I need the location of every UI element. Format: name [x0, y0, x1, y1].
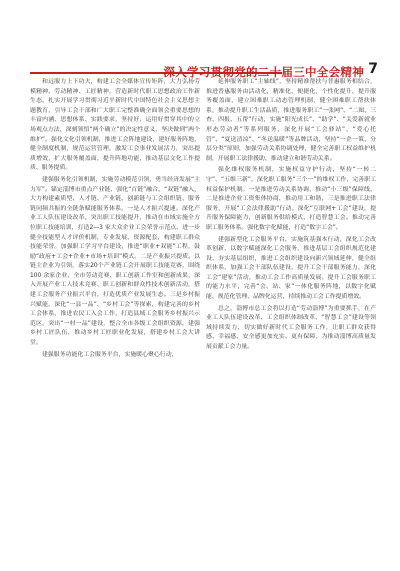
paragraph: 延伸服务职工“主轴线”，坚持精准帮扶与普惠服务相结合，推进普惠服务由活动化，精准化、便捷化，个性化提升，提升服务覆盖面，建立困难职工动态管理机制，健全困难职工帮扶体系，推动提升职工生活品质，推进服务职工“一张网”、“二图、三查、四报、五帮”行动，实施“阳光成长”、“助学”、“关爱新就业形态劳动者”等系列服务，深化开展“工会驿站”、“爱心托管”、“夏送清凉”、“冬送温暖”等品牌活动，坚持“一企一策、分层分类”原则，加强劳动关系协调处理，健全完善职工权益维护机制，开展职工法律援助，推动建立和谐劳动关系。 [206, 79, 376, 162]
paragraph: 建强新型化工会服务平台，实施筑基强本行动，深化工会改革创新，以数字赋能深化工会服务，推进基层工会组织规范化建设，夯实基层组织，推进工会组织建设向新兴领域延伸，健全组织体系，加强工会干部队伍建设，提升工会干部服务能力，深化工会“建家”活动，推动工会工作高质量发展。提升工会服务职工的能力水平，完善“会、站、家”一体化服务阵地，以数字化赋能、规范化管理、品牌化运营，持续推动工会工作提质增效。 [206, 236, 376, 301]
paragraph: 建强服务功能化工会服务平台，实施暖心聚心行动， [42, 351, 178, 358]
right-column [206, 78, 376, 353]
paragraph: 总之，淄博市总工会将以打造“劳动淄博”为重要抓手，在产业工人队伍建设改革、工会组织体制改革、“智慧工会”建设等领域持续发力，切实做好新时代工会服务工作，让职工群众获得感、幸福感、安全感更加充实、更有保障，为推动淄博高质量发展贡献工会力量。 [206, 305, 376, 351]
paragraph: 和远服力上下功夫，构建工会全媒体宣传矩阵，大力弘扬劳模精神、劳动精神、工匠精神，营造新时代职工思想政治工作新生态。扎实开展学习贯彻习近平新时代中国特色社会主义思想主题教育，引导工会干部和广大职工完整准确全面领会重要思想的丰富内涵、思想体系、实践要求，坚持好、运用好贯穿其中的立场观点方法，深刻领悟“两个确立”的决定性意义，坚决做到“两个维护”。强化文化引领机制，推进工会阵地建设，建好服务阵地，健全制度机制，规范运营管理，激发工会事业发展活力，突出提质增效，扩大服务覆盖面，提升阵地功能，推动基层文化工作提质、服务提质。 [30, 79, 200, 172]
page-header [0, 28, 400, 79]
paragraph: 建强服务化引领机制，实施劳动模范引领，勇当经济发展“主力军”。锚定淄博市重点产业链、强化“百链”融合、“双链”融入，大力构建素质型、人才链、产业链、创新链与工会组织链、服务链同频共振的全链条赋能服务体系。一是人才振兴提速。深化产业工人队伍建设改革，突出职工技能提升，推动在市域实施全方位职工技能培训，打造2—3 家大众企业工会荣誉示范点，进一步健全技能型人才评价机制，专业发展、资源配套，构建职工群众技能荣誉。加强职工学习平台建设，推进“职业+双能”工程，鼓励“政府+工会+企业+市场+培训”模式。二是产业振兴提质。以链主企业为引领，落实20个产业链工会开展职工技能竞赛，围绕100 余家企业、全市劳动竞赛、职工创新工作室和创新成果，深入开展产业工人技术竞赛、职工创新和群众性技术创新活动，搭建工会服务产业振兴平台，打造优质产业发展生态。三是乡村振兴赋能，深化“一县一品”、“乡村工会”等探索，构建完善的乡村工会体系，推进农民工入会工作，打造县域工会服务乡村振兴示范区。突出“一村一品”建设，整合全市各级工会组织资源，建强乡村工匠队伍，推动乡村工匠职业化发展，搭建乡村工会大讲堂。 [30, 176, 200, 347]
section-title: 深入学习贯彻党的二十届三中全会精神 [163, 65, 364, 79]
paragraph: 强化维权服务机制，实施权益守护行动，坚持“一转二守”、“五维三新”，深化职工服务“三个一”的维权工作，完善职工权益保护机制。一是推进劳动关系协调，推动“小三级”保障线，二是推进企业工资集体协商，推动用工和谐，三是推进职工法律服务，开展“工会法律援助”行动。深化“互联网+工会”建设，提升服务保障能力，创新服务供给模式，打造智慧工会。推动完善职工服务体系。强化数字化赋能，打造“数字工会”。 [206, 167, 376, 231]
page-number: 7 [368, 61, 378, 77]
left-column [30, 78, 200, 360]
